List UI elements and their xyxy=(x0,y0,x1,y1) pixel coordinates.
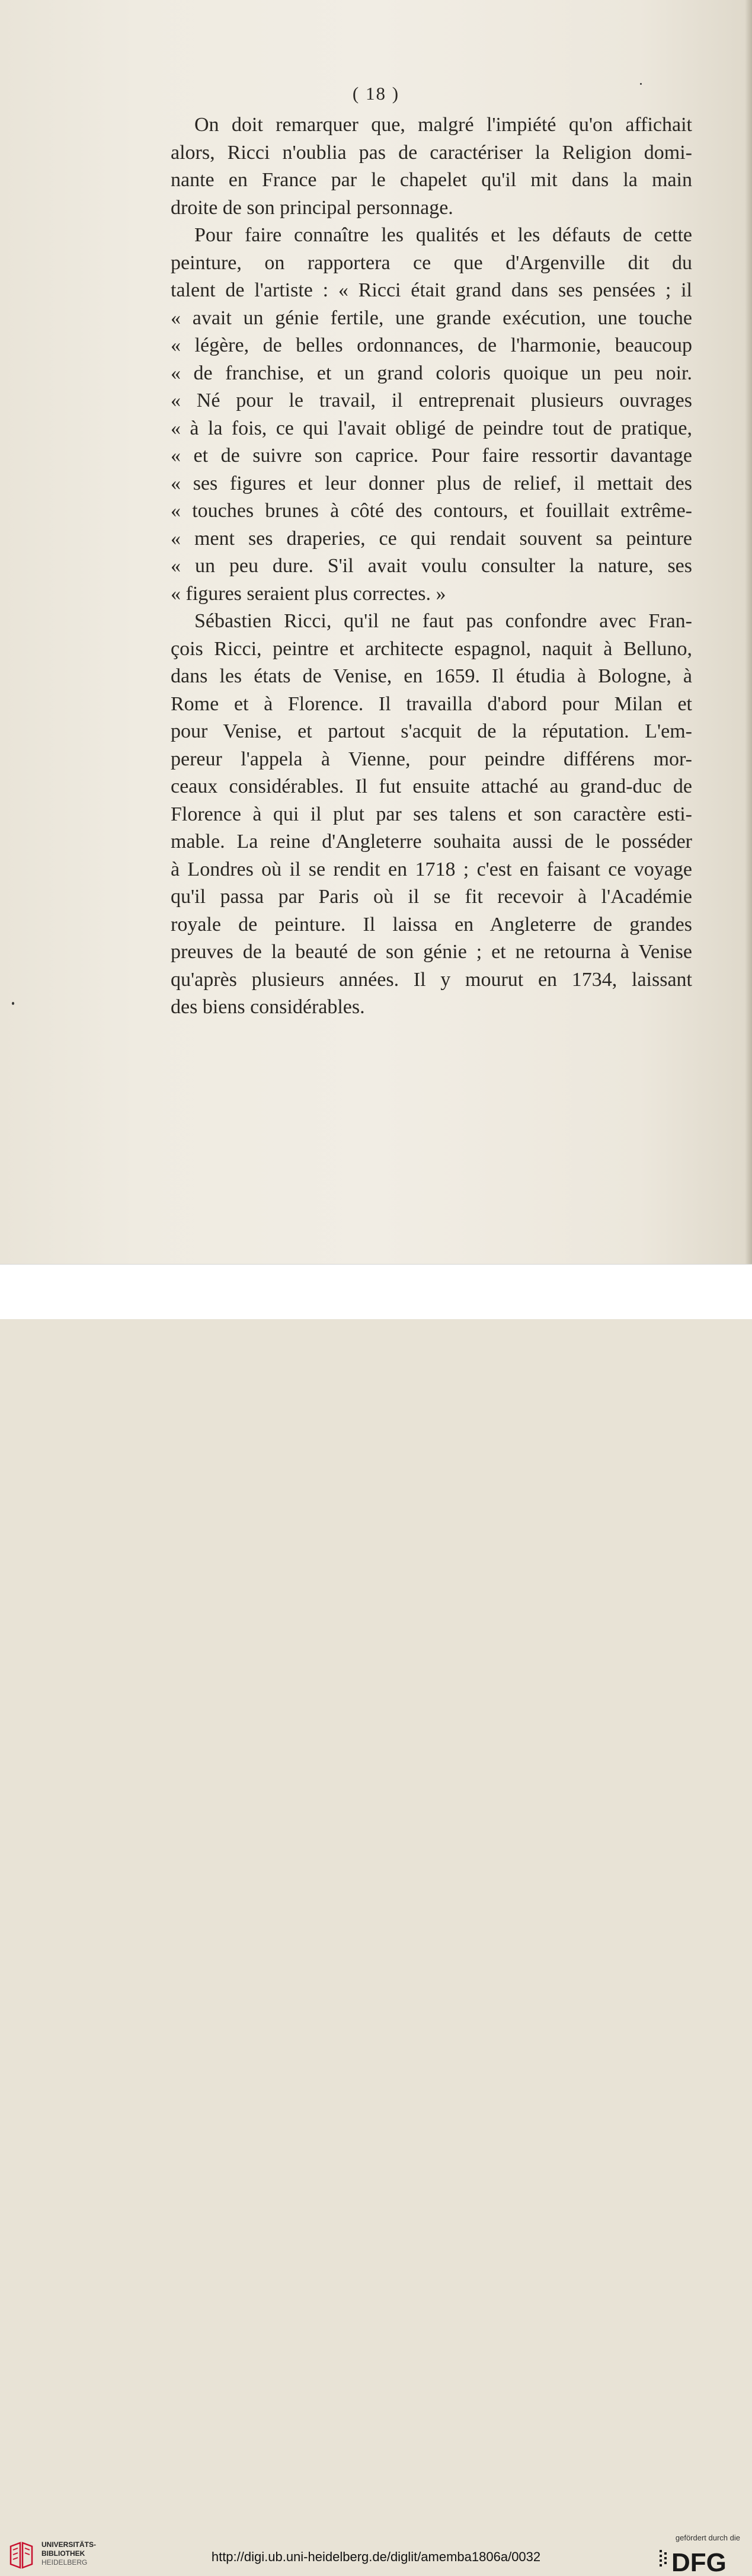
text-line: « figures seraient plus correctes. » xyxy=(171,582,446,605)
text-line: des biens considérables. xyxy=(171,996,365,1018)
text-line: à Londres où il se rendit en 1718 ; c'est en faisant ce voyage xyxy=(171,858,692,880)
text-line: peinture, on rapportera ce que d'Argenville dit du xyxy=(171,251,692,274)
text-line: pour Venise, et partout s'acquit de la réputation. L'em- xyxy=(171,720,692,742)
body-text xyxy=(171,111,692,1022)
text-line: « de franchise, et un grand coloris quoique un peu noir. xyxy=(171,362,692,384)
dfg-logo-icon xyxy=(657,2545,740,2576)
text-line: preuves de la beauté de son génie ; et ne retourna à Venise xyxy=(171,941,692,963)
text-line: çois Ricci, peintre et architecte espagnol, naquit à Belluno, xyxy=(171,637,692,660)
text-line: nante en France par le chapelet qu'il mit dans la main xyxy=(171,169,692,191)
library-name-line: UNIVERSITÄTS- xyxy=(41,2540,97,2549)
text-line: « légère, de belles ordonnances, de l'harmonie, beaucoup xyxy=(171,334,692,356)
text-line: « ses figures et leur donner plus de relief, il mettait des xyxy=(171,472,692,494)
text-line: « à la fois, ce qui l'avait obligé de peindre tout de pratique, xyxy=(171,417,692,439)
text-line: « avait un génie fertile, une grande exécution, une touche xyxy=(171,307,692,329)
dfg-logo-text: DFG xyxy=(671,2548,727,2576)
library-name-line: HEIDELBERG xyxy=(41,2558,88,2567)
text-line: « et de suivre son caprice. Pour faire ressortir davantage xyxy=(171,445,692,467)
text-line: « un peu dure. S'il avait voulu consulter la nature, ses xyxy=(171,555,692,577)
text-line: Pour faire connaître les qualités et les défauts de cette xyxy=(194,224,692,246)
text-line: talent de l'artiste : « Ricci était grand dans ses pensées ; il xyxy=(171,279,692,301)
funding-note: gefördert durch die xyxy=(675,2533,740,2542)
text-line: mable. La reine d'Angleterre souhaita aussi de le posséder xyxy=(171,831,692,853)
text-line: Sébastien Ricci, qu'il ne faut pas confondre avec Fran- xyxy=(194,610,692,632)
text-line: dans les états de Venise, en 1659. Il étudia à Bologne, à xyxy=(171,665,692,687)
text-line: alors, Ricci n'oublia pas de caractériser la Religion domi- xyxy=(171,141,692,164)
text-line: « Né pour le travail, il entreprenait plusieurs ouvrages xyxy=(171,390,692,411)
text-line: pereur l'appela à Vienne, pour peindre différens mor- xyxy=(171,748,692,770)
text-line: qu'il passa par Paris où il se fit recevoir à l'Académie xyxy=(171,886,692,908)
speck xyxy=(12,1002,14,1005)
permalink-url[interactable]: http://digi.ub.uni-heidelberg.de/diglit/amemba1806a/0032 xyxy=(211,2549,541,2564)
viewer-footer xyxy=(0,1264,752,2576)
text-line: droite de son principal personnage. xyxy=(171,196,453,219)
text-line: ceaux considérables. Il fut ensuite attaché au grand-duc de xyxy=(171,775,692,797)
page-edge-shadow xyxy=(745,0,752,1264)
library-name-line: BIBLIOTHEK xyxy=(41,2549,85,2558)
text-line: qu'après plusieurs années. Il y mourut en 1734, laissant xyxy=(171,968,692,991)
page-number: ( 18 ) xyxy=(352,83,400,104)
text-line: « ment ses draperies, ce qui rendait souvent sa peinture xyxy=(171,527,692,550)
text-line: royale de peinture. Il laissa en Angleterre de grandes xyxy=(171,913,692,936)
text-line: On doit remarquer que, malgré l'impiété qu'on affichait xyxy=(194,114,692,136)
text-line: Florence à qui il plut par ses talens et son caractère esti- xyxy=(171,803,692,825)
scanned-page xyxy=(0,0,752,1264)
text-line: « touches brunes à côté des contours, et fouillait extrême- xyxy=(171,500,692,522)
text-line: Rome et à Florence. Il travailla d'abord pour Milan et xyxy=(171,692,692,715)
